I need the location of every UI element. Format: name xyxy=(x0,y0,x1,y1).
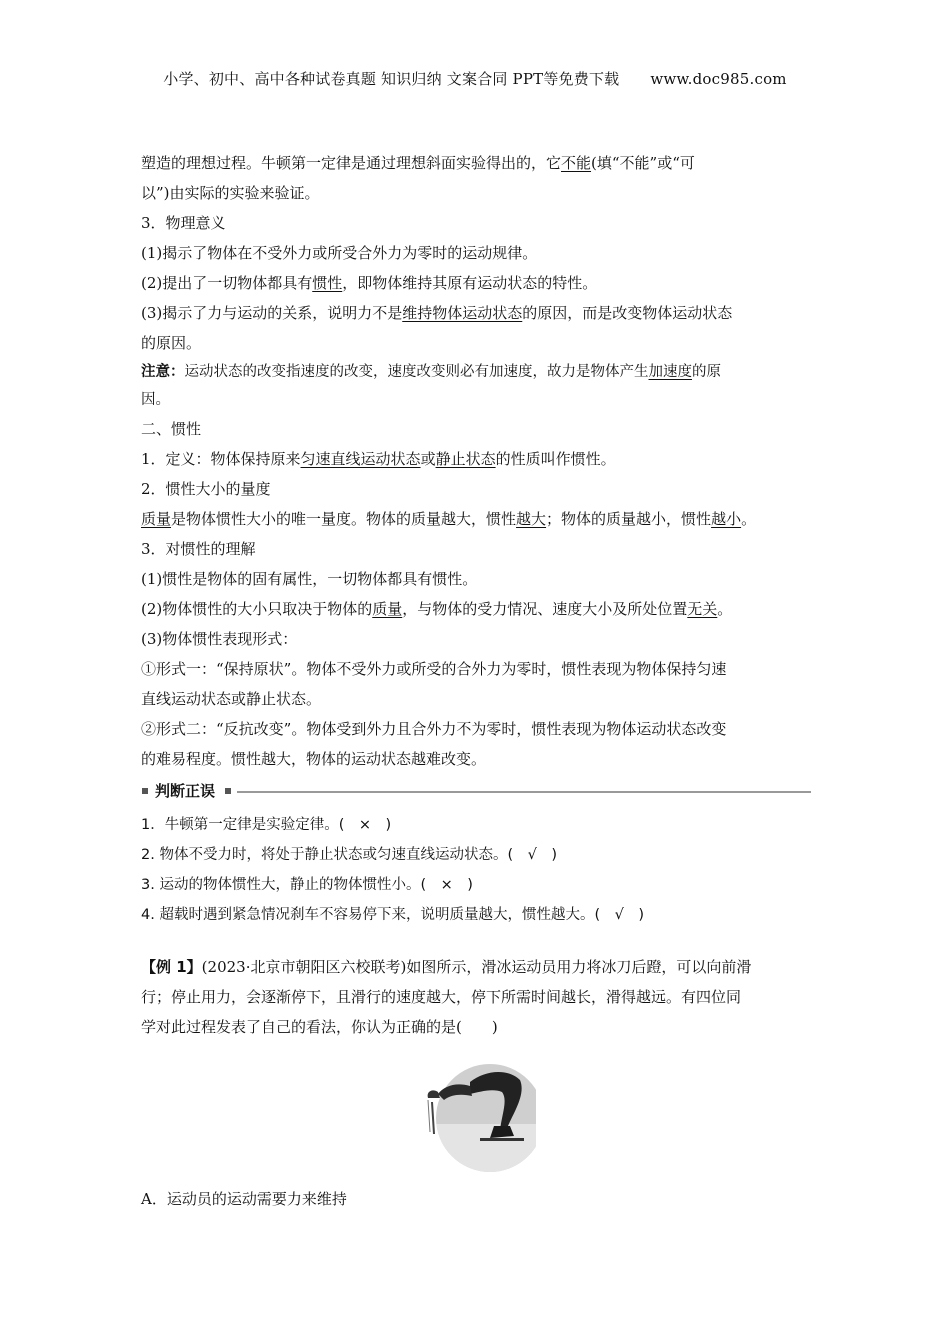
skater-figure xyxy=(410,1064,536,1172)
header-site[interactable]: www.doc985.com xyxy=(650,70,787,88)
example-1 xyxy=(141,952,811,1042)
inertia-measure: 质量是物体惯性大小的唯一量度。物体的质量越大，惯性越大；物体的质量越小，惯性越小。 xyxy=(141,510,757,528)
inertia-understand-1: (1)惯性是物体的固有属性，一切物体都具有惯性。 xyxy=(141,570,478,588)
judge-title: 判断正误 xyxy=(155,782,216,800)
intro-line-1: 塑造的理想过程。牛顿第一定律是通过理想斜面实验得出的，它不能(填“不能”或“可 xyxy=(141,154,695,172)
inertia-title: 二、惯性 xyxy=(141,420,202,438)
inertia-form-2a: ②形式二：“反抗改变”。物体受到外力且合外力不为零时，惯性表现为物体运动状态改变 xyxy=(141,720,727,738)
inertia-definition: 1．定义：物体保持原来匀速直线运动状态或静止状态的性质叫作惯性。 xyxy=(141,450,616,468)
judge-item: 4. 超载时遇到紧急情况刹车不容易停下来，说明质量越大，惯性越大。( √ ) xyxy=(141,907,644,923)
bullet-square-icon xyxy=(142,788,148,794)
option-a[interactable]: A．运动员的运动需要力来维持 xyxy=(141,1190,347,1208)
section3-item-3: (3)揭示了力与运动的关系，说明力不是维持物体运动状态的原因，而是改变物体运动状态 xyxy=(141,304,733,322)
judge-item: 1．牛顿第一定律是实验定律。( × ) xyxy=(141,817,392,833)
section3-item-1: (1)揭示了物体在不受外力或所受合外力为零时的运动规律。 xyxy=(141,244,538,262)
judge-item: 3. 运动的物体惯性大，静止的物体惯性小。( × ) xyxy=(141,877,473,893)
inertia-form-1a: ①形式一：“保持原状”。物体不受外力或所受的合外力为零时，惯性表现为物体保持匀速 xyxy=(141,660,727,678)
inertia-understand-3: (3)物体惯性表现形式： xyxy=(141,630,298,648)
inertia-measure-title: 2．惯性大小的量度 xyxy=(141,480,271,498)
example-line-1: 【例 1】(2023·北京市朝阳区六校联考)如图所示，滑冰运动员用力将冰刀后蹬，可以向前滑 xyxy=(141,958,752,976)
note-line-2: 因。 xyxy=(141,392,170,408)
bullet-square-icon xyxy=(225,788,231,794)
section-divider xyxy=(237,791,811,793)
judge-section-header xyxy=(141,776,811,806)
note-line-1: 注意：运动状态的改变指速度的改变，速度改变则必有加速度，故力是物体产生加速度的原 xyxy=(141,364,721,380)
example-line-3: 学对此过程发表了自己的看法，你认为正确的是( ) xyxy=(141,1018,498,1036)
document-body xyxy=(141,148,811,1042)
inertia-form-1b: 直线运动状态或静止状态。 xyxy=(141,690,322,708)
judge-item: 2. 物体不受力时，将处于静止状态或匀速直线运动状态。( √ ) xyxy=(141,847,557,863)
page-header xyxy=(0,68,950,89)
section3-item-2: (2)提出了一切物体都具有惯性，即物体维持其原有运动状态的特性。 xyxy=(141,274,598,292)
judge-list xyxy=(141,810,811,930)
intro-line-2: 以”)由实际的实验来验证。 xyxy=(141,184,320,202)
inertia-understand-2: (2)物体惯性的大小只取决于物体的质量，与物体的受力情况、速度大小及所处位置无关。 xyxy=(141,600,733,618)
inertia-understand-title: 3．对惯性的理解 xyxy=(141,540,256,558)
header-text: 小学、初中、高中各种试卷真题 知识归纳 文案合同 PPT等免费下载 xyxy=(163,70,620,88)
section3-item-3-cont: 的原因。 xyxy=(141,334,202,352)
section3-title: 3．物理意义 xyxy=(141,214,226,232)
example-line-2: 行；停止用力，会逐渐停下，且滑行的速度越大，停下所需时间越长，滑得越远。有四位同 xyxy=(141,988,742,1006)
inertia-form-2b: 的难易程度。惯性越大，物体的运动状态越难改变。 xyxy=(141,750,487,768)
